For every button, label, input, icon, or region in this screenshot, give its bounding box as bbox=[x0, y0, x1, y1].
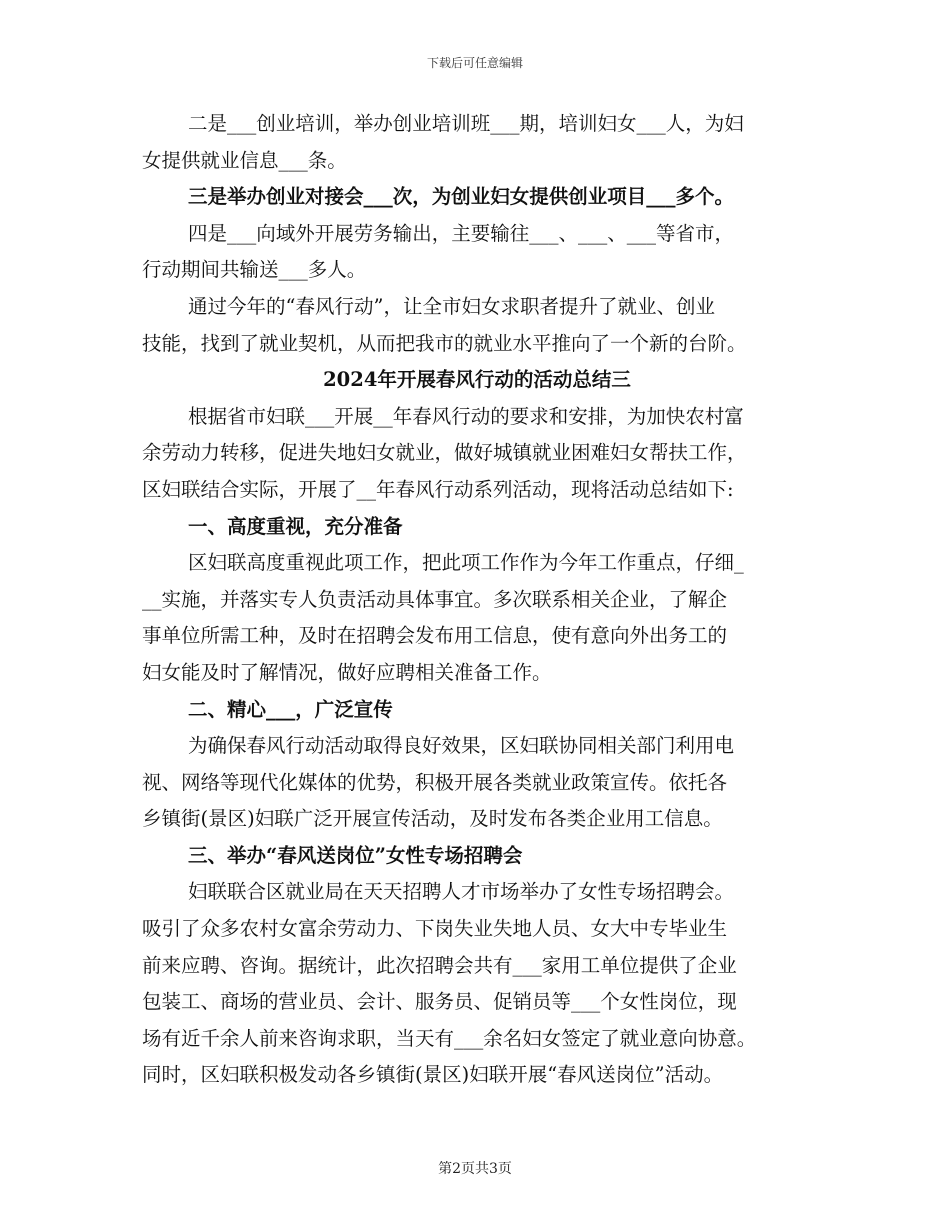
bold-line: 三是举办创业对接会___次，为创业妇女提供创业项目___多个。 bbox=[188, 185, 735, 209]
text-line: 同时，区妇联积极发动各乡镇街(景区)妇联开展“春风送岗位”活动。 bbox=[142, 1063, 724, 1087]
text-line: 区妇联高度重视此项工作，把此项工作作为今年工作重点，仔细_ bbox=[188, 551, 744, 575]
text-line: 包装工、商场的营业员、会计、服务员、促销员等___个女性岗位，现 bbox=[142, 990, 737, 1014]
text-line: 根据省市妇联___开展__年春风行动的要求和安排，为加快农村富 bbox=[188, 404, 744, 428]
text-line: __实施，并落实专人负责活动具体事宜。多次联系相关企业，了解企 bbox=[142, 587, 728, 611]
text-line: 二是___创业培训，举办创业培训班___期，培训妇女___人，为妇 bbox=[188, 112, 744, 135]
bold-line: 三、举办“春风送岗位”女性专场招聘会 bbox=[188, 843, 523, 867]
text-line: 女提供就业信息___条。 bbox=[142, 148, 347, 172]
text-line: 四是___向域外开展劳务输出，主要输往___、___、___等省市， bbox=[188, 221, 735, 245]
section-title: 2024年开展春风行动的活动总结三 bbox=[323, 368, 631, 392]
text-line: 视、网络等现代化媒体的优势，积极开展各类就业政策宣传。依托各 bbox=[142, 770, 728, 794]
text-line: 通过今年的“春风行动”，让全市妇女求职者提升了就业、创业 bbox=[188, 294, 715, 318]
text-line: 余劳动力转移，促进失地妇女就业，做好城镇就业困难妇女帮扶工作， bbox=[142, 441, 747, 465]
text-line: 行动期间共输送___多人。 bbox=[142, 258, 367, 282]
text-line: 前来应聘、咨询。据统计，此次招聘会共有___家用工单位提供了企业 bbox=[142, 953, 737, 977]
page-footer: 第2页共3页 bbox=[438, 1161, 512, 1177]
text-line: 妇联联合区就业局在天天招聘人才市场举办了女性专场招聘会。 bbox=[188, 880, 735, 904]
page-header: 下载后可任意编辑 bbox=[426, 56, 523, 70]
document-body bbox=[142, 106, 812, 1094]
text-line: 技能，找到了就业契机，从而把我市的就业水平推向了一个新的台阶。 bbox=[142, 331, 747, 355]
text-line: 事单位所需工种，及时在招聘会发布用工信息，使有意向外出务工的 bbox=[142, 624, 728, 648]
bold-line: 一、高度重视，充分准备 bbox=[188, 514, 403, 538]
text-line: 场有近千余人前来咨询求职，当天有___余名妇女签定了就业意向协意。 bbox=[142, 1026, 757, 1050]
bold-line: 二、精心___，广泛宣传 bbox=[188, 697, 393, 721]
text-line: 吸引了众多农村女富余劳动力、下岗失业失地人员、女大中专毕业生 bbox=[142, 917, 728, 941]
text-line: 乡镇街(景区)妇联广泛开展宣传活动，及时发布各类企业用工信息。 bbox=[142, 807, 723, 831]
text-line: 为确保春风行动活动取得良好效果，区妇联协同相关部门利用电 bbox=[188, 734, 735, 758]
text-line: 区妇联结合实际，开展了__年春风行动系列活动，现将活动总结如下: bbox=[142, 477, 734, 501]
text-line: 妇女能及时了解情况，做好应聘相关准备工作。 bbox=[142, 660, 552, 684]
